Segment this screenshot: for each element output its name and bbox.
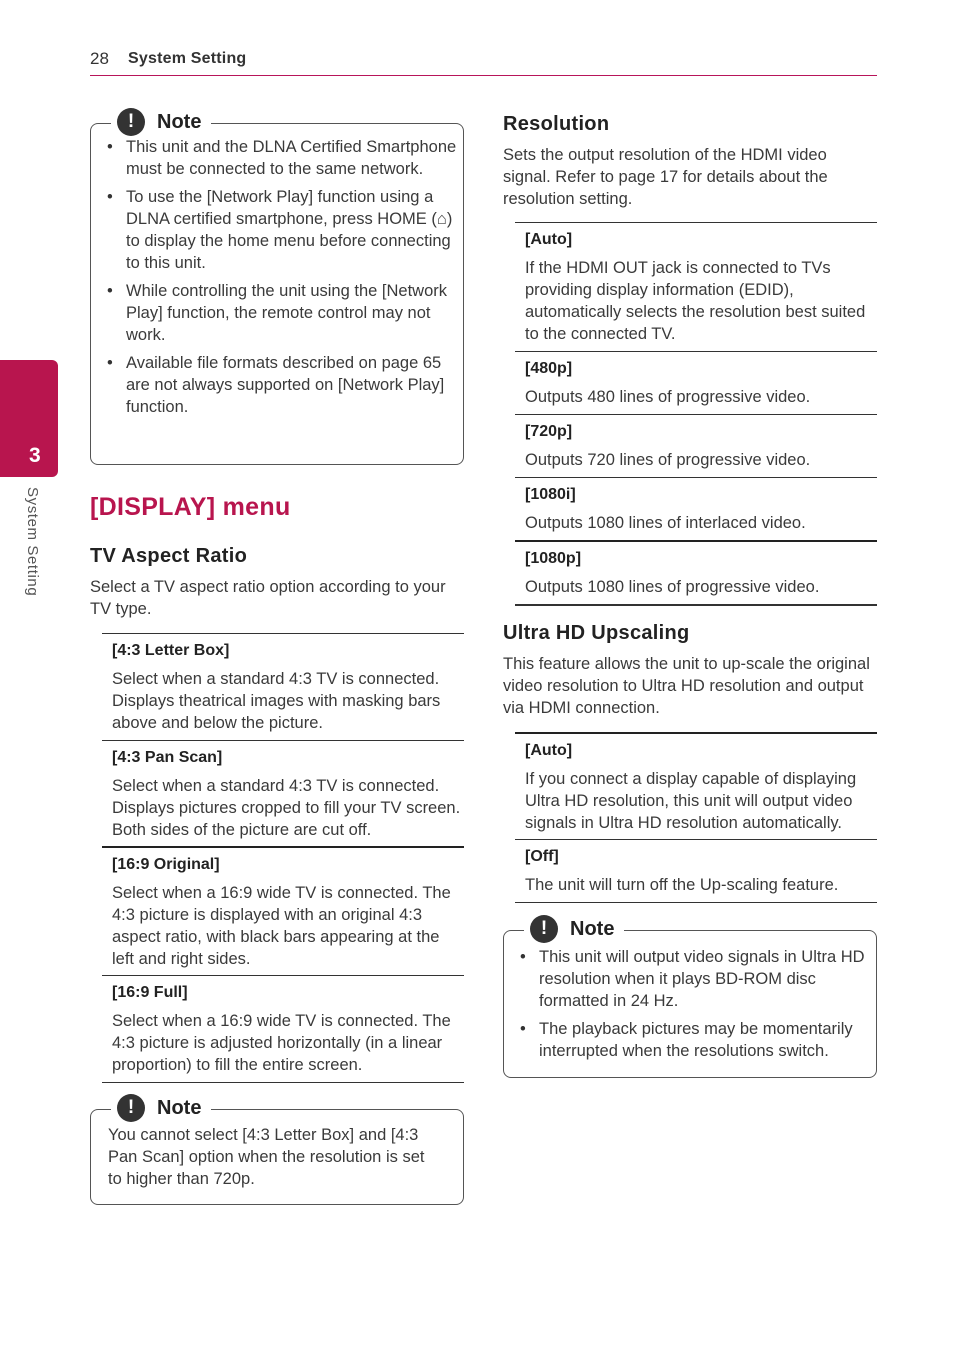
note-box-top	[90, 110, 464, 465]
option-desc: Outputs 480 lines of progressive video.	[525, 388, 811, 406]
resolution-title: Resolution	[503, 113, 610, 135]
table-row	[515, 351, 877, 414]
tv-aspect-title: TV Aspect Ratio	[90, 545, 248, 567]
table-row	[515, 839, 877, 902]
option-key: [4:3 Pan Scan]	[112, 749, 223, 766]
table-row	[102, 846, 464, 975]
display-menu-title: [DISPLAY] menu	[90, 493, 291, 521]
uhd-section	[503, 622, 877, 719]
note-item: • While controlling the unit using the [Network Play] function, the remote control may not work.	[126, 280, 463, 346]
option-key: [Auto]	[525, 742, 573, 759]
table-row	[515, 732, 877, 839]
chapter-number: 3	[29, 444, 41, 467]
note-item: • This unit and the DLNA Certified Smartphone must be connected to the same network.	[126, 136, 463, 180]
option-desc: Outputs 720 lines of progressive video.	[525, 451, 811, 469]
resolution-section	[503, 113, 877, 210]
note-item: • The playback pictures may be momentarily interrupted when the resolutions switch.	[539, 1018, 876, 1062]
resolution-table	[515, 222, 877, 606]
table-row	[515, 222, 877, 351]
option-desc: Select when a 16:9 wide TV is connected. The 4:3 picture is adjusted horizontally (in a linear proportion) to fill the entire screen.	[112, 1012, 451, 1074]
note-item: • This unit will output video signals in Ultra HD resolution when it plays BD-ROM disc formatted in 24 Hz.	[539, 946, 876, 1012]
table-row	[102, 975, 464, 1082]
table-row	[515, 477, 877, 540]
table-row	[102, 633, 464, 740]
option-key: [16:9 Full]	[112, 984, 188, 1001]
uhd-intro: This feature allows the unit to up-scale the original video resolution to Ultra HD resolution and output via HDMI connection.	[503, 655, 870, 717]
uhd-title: Ultra HD Upscaling	[503, 622, 690, 644]
option-key: [720p]	[525, 423, 573, 440]
table-bottom-rule	[102, 1082, 464, 1083]
note-item: • Available file formats described on page 65 are not always supported on [Network Play] function.	[126, 352, 463, 418]
option-desc: If the HDMI OUT jack is connected to TVs providing display information (EDID), automatically selects the resolution best suited to the connected TV.	[525, 259, 866, 343]
page-number: 28	[90, 49, 109, 68]
note-header	[524, 912, 624, 946]
table-bottom-rule	[515, 604, 877, 606]
option-desc: If you connect a display capable of displaying Ultra HD resolution, this unit will output video signals in Ultra HD resolution automatically.	[525, 770, 857, 832]
note-title: Note	[157, 110, 202, 133]
option-key: [1080p]	[525, 550, 582, 567]
table-row	[515, 414, 877, 477]
uhd-table	[515, 732, 877, 903]
exclamation-icon: !	[117, 108, 145, 136]
option-desc: The unit will turn off the Up-scaling feature.	[525, 876, 839, 894]
note-header	[111, 1091, 211, 1125]
option-key: [16:9 Original]	[112, 856, 220, 873]
option-key: [Auto]	[525, 231, 573, 248]
exclamation-icon: !	[530, 915, 558, 943]
resolution-intro: Sets the output resolution of the HDMI video signal. Refer to page 17 for details about the resolution setting.	[503, 146, 828, 208]
option-desc: Outputs 1080 lines of interlaced video.	[525, 514, 806, 532]
option-desc: Outputs 1080 lines of progressive video.	[525, 578, 820, 596]
note-item: • To use the [Network Play] function using a DLNA certified smartphone, press HOME (⌂) to display the home menu before connecting to this unit.	[126, 186, 463, 274]
tv-aspect-intro: Select a TV aspect ratio option according to your TV type.	[90, 578, 446, 618]
note-title: Note	[157, 1096, 202, 1119]
page-header	[90, 46, 877, 76]
note-text: You cannot select [4:3 Letter Box] and [4:3 Pan Scan] option when the resolution is set to higher than 720p.	[108, 1126, 425, 1188]
chapter-side-label: System Setting	[24, 487, 41, 597]
tv-aspect-table	[102, 633, 464, 1083]
exclamation-icon: !	[117, 1094, 145, 1122]
note-list	[504, 946, 876, 1062]
option-desc: Select when a 16:9 wide TV is connected. The 4:3 picture is displayed with an original 4:3 aspect ratio, with black bars appearing at the left and right sides.	[112, 884, 451, 968]
option-desc: Select when a standard 4:3 TV is connected. Displays pictures cropped to fill your TV screen. Both sides of the picture are cut off.	[112, 777, 461, 839]
table-bottom-rule	[515, 902, 877, 903]
display-menu-section	[90, 493, 464, 522]
note-box-mid	[90, 1096, 464, 1205]
note-header	[111, 105, 211, 139]
tv-aspect-section	[90, 545, 464, 620]
note-title: Note	[570, 917, 615, 940]
table-row	[102, 740, 464, 846]
chapter-tab	[0, 360, 58, 477]
option-key: [1080i]	[525, 486, 576, 503]
table-row	[515, 540, 877, 604]
option-key: [4:3 Letter Box]	[112, 642, 230, 659]
option-key: [480p]	[525, 360, 573, 377]
option-desc: Select when a standard 4:3 TV is connected. Displays theatrical images with masking bars above and below the picture.	[112, 670, 441, 732]
section-title: System Setting	[128, 50, 247, 67]
option-key: [Off]	[525, 848, 559, 865]
note-list	[91, 136, 463, 418]
note-box-right	[503, 917, 877, 1078]
